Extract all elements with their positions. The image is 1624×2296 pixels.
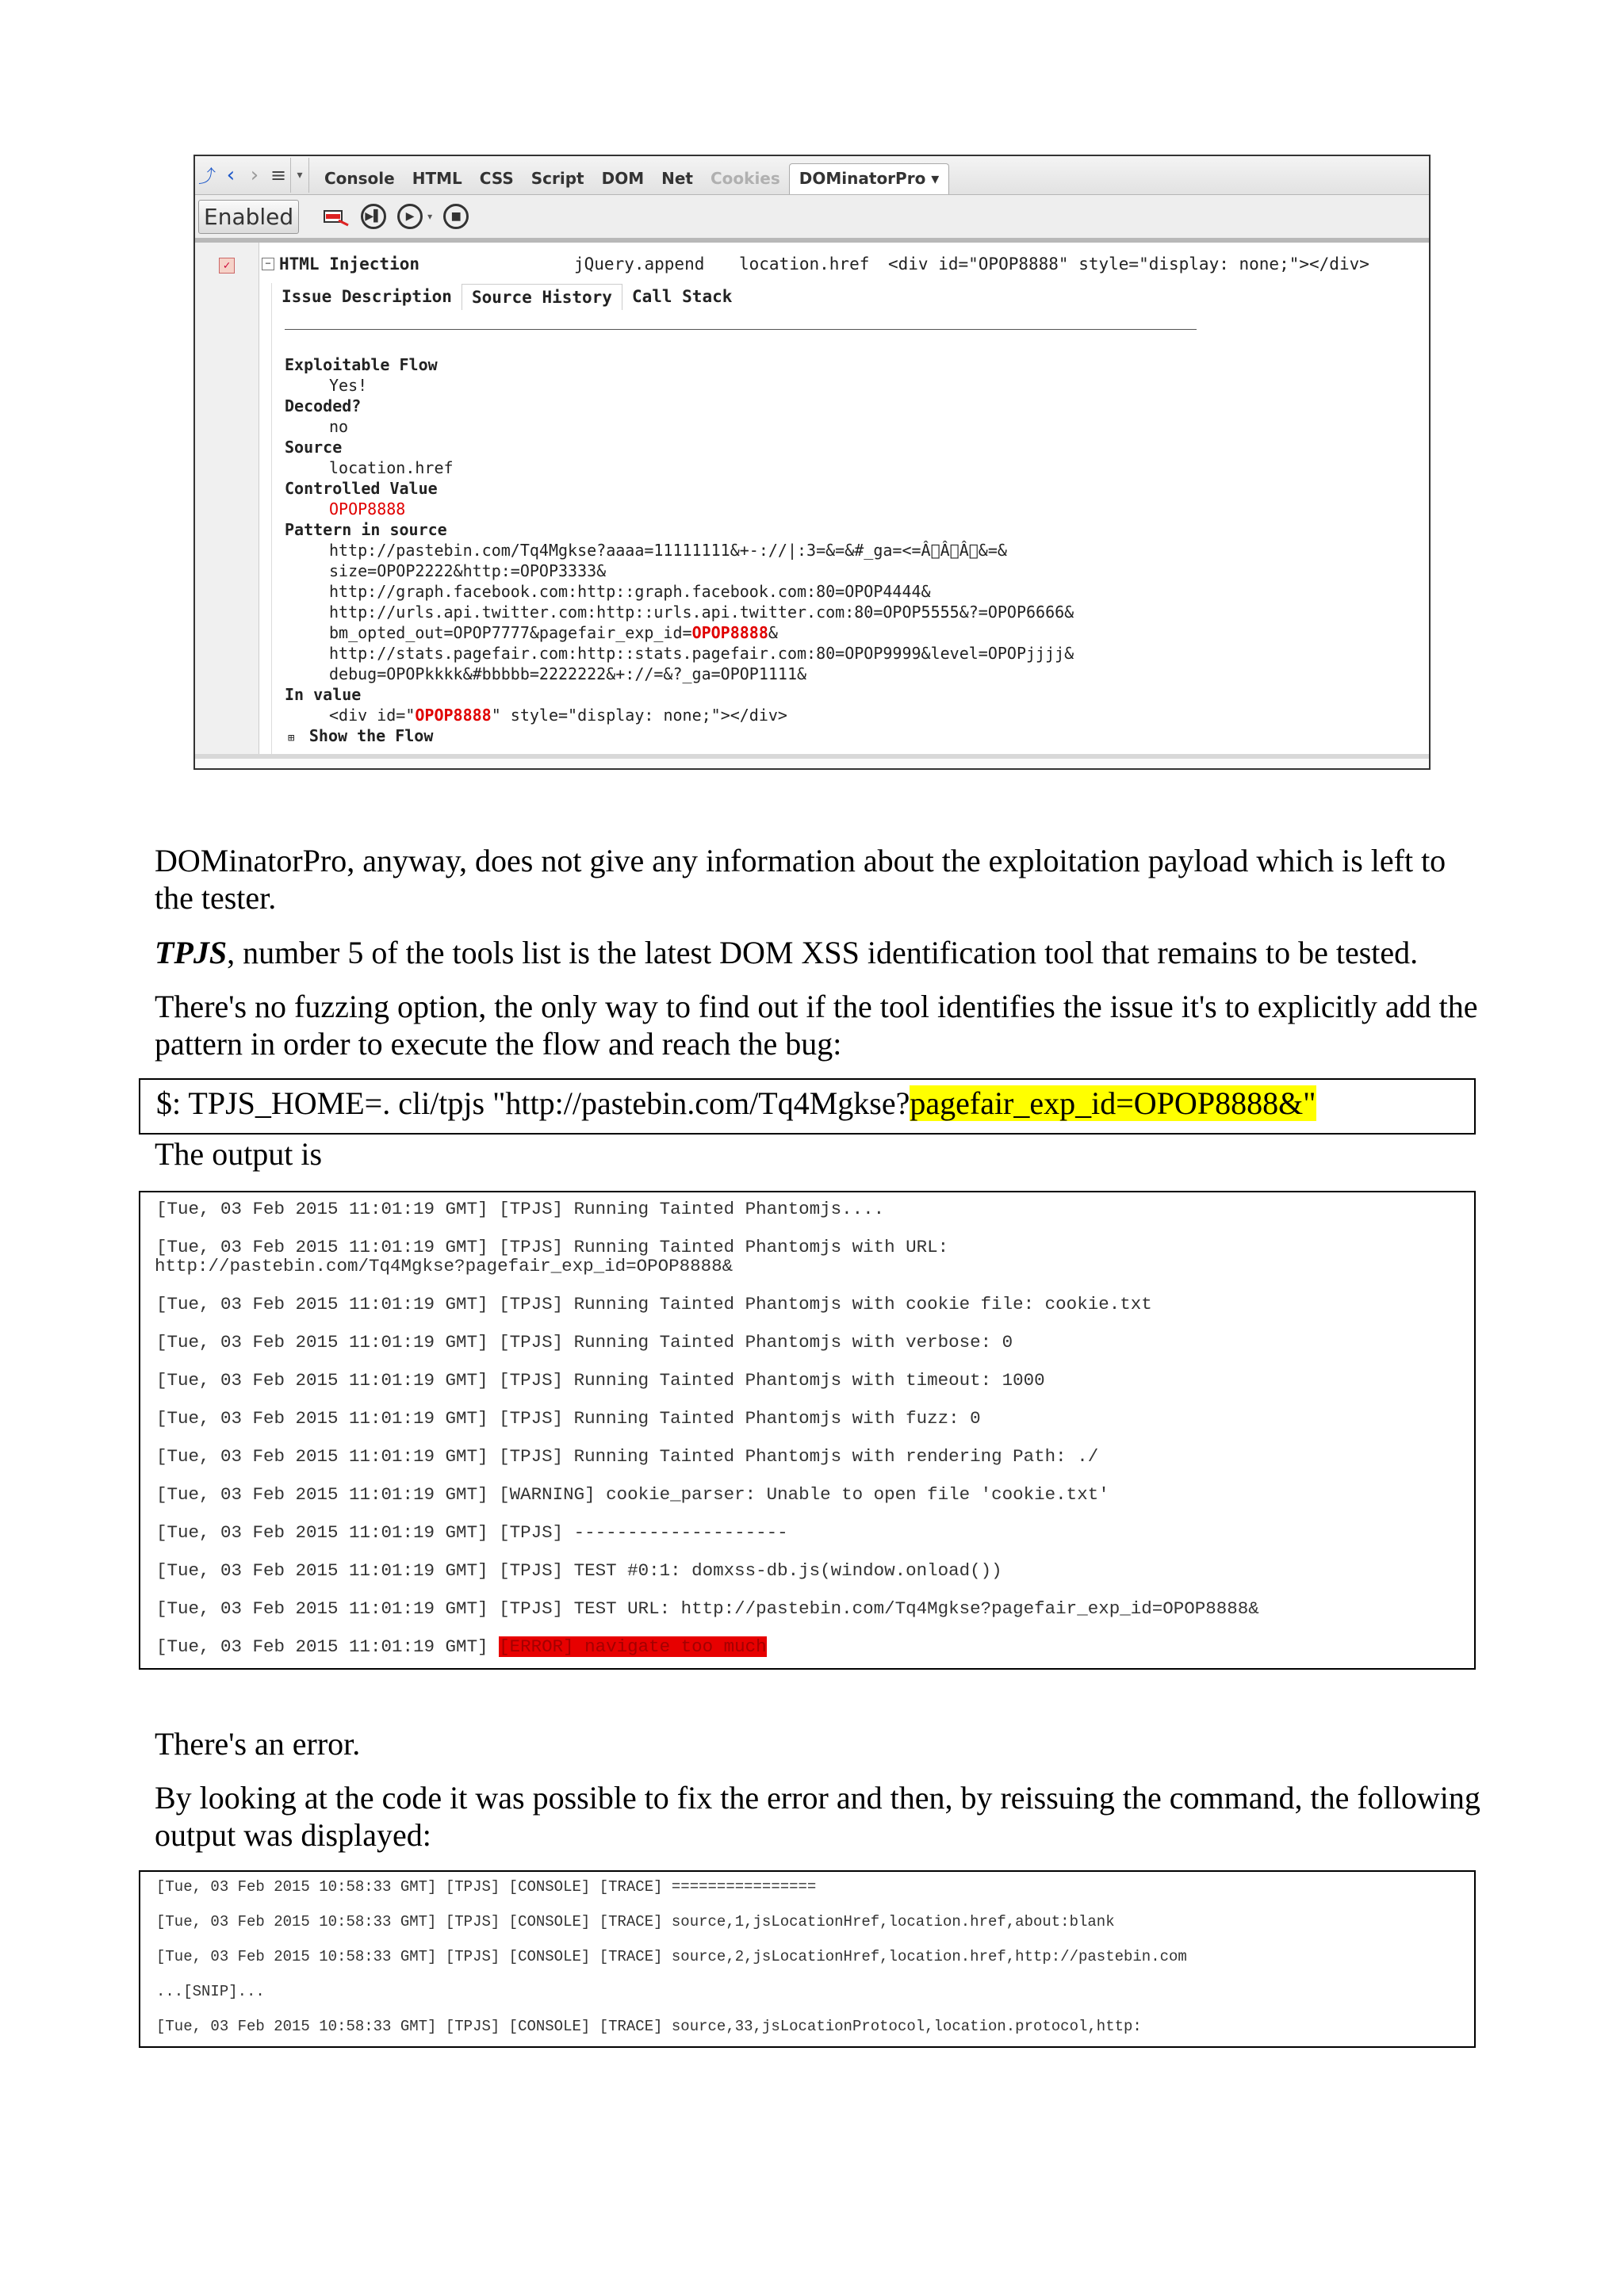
log-line: [Tue, 03 Feb 2015 10:58:33 GMT] [TPJS] [CONSOLE] [TRACE] source,1,jsLocationHref,location.href,about:blank: [156, 1913, 1115, 1931]
issue-description: [285, 354, 1429, 746]
log-text: [Tue, 03 Feb 2015 11:01:19 GMT]: [156, 1636, 500, 1657]
menu-icon[interactable]: ≡: [270, 164, 287, 186]
tab-cookies[interactable]: Cookies: [710, 169, 780, 188]
forward-arrow-icon[interactable]: ›: [250, 163, 259, 187]
issue-type: HTML Injection: [279, 254, 420, 274]
exploitable-flow-value: Yes!: [329, 376, 368, 395]
issue-checkbox[interactable]: ✓: [219, 258, 235, 274]
paragraph: By looking at the code it was possible to fix the error and then, by reissuing the command, the following output was displayed:: [155, 1780, 1480, 1853]
source-label: Source: [285, 438, 343, 457]
log-line: [Tue, 03 Feb 2015 11:01:19 GMT] [TPJS] Running Tainted Phantomjs....: [156, 1199, 885, 1219]
log-line: [Tue, 03 Feb 2015 11:01:19 GMT] [TPJS] Running Tainted Phantomjs with URL:: [156, 1237, 949, 1257]
log-line: [Tue, 03 Feb 2015 10:58:33 GMT] [TPJS] [CONSOLE] [TRACE] source,33,jsLocationProtocol,location.protocol,http:: [156, 2018, 1142, 2035]
in-value-label: In value: [285, 685, 362, 704]
exploitable-flow-label: Exploitable Flow: [285, 355, 438, 374]
pattern-line: http://stats.pagefair.com:http::stats.pagefair.com:80=OPOP9999&level=OPOPjjjj&: [329, 644, 1074, 663]
inspect-icon[interactable]: ⤴: [197, 166, 216, 187]
tab-console[interactable]: Console: [324, 169, 395, 188]
pattern-line: http://pastebin.com/Tq4Mgkse?aaaa=11111111&+-://|:3=&=&#_ga=<=Â Â Â &=&: [329, 541, 1007, 560]
tab-source-history[interactable]: Source History: [462, 284, 622, 310]
stop-icon[interactable]: ■: [443, 204, 469, 229]
row-gutter: [195, 243, 259, 768]
pattern-text: &: [768, 623, 778, 642]
dominatorpro-screenshot: [193, 155, 1431, 770]
tpjs-output-box: [139, 1191, 1476, 1670]
log-line: [Tue, 03 Feb 2015 11:01:19 GMT] [TPJS] Running Tainted Phantomjs with cookie file: cookie.txt: [156, 1294, 1152, 1314]
source-value: location.href: [329, 458, 454, 477]
tab-script[interactable]: Script: [530, 169, 584, 188]
tpjs-trace-output-box: [139, 1870, 1476, 2048]
paragraph: [155, 934, 1487, 971]
command-box: [139, 1078, 1476, 1135]
pattern-line: debug=OPOPkkkk&#bbbbb=2222222&+://=&?_ga=OPOP1111&: [329, 664, 807, 683]
collapse-icon[interactable]: −: [262, 258, 274, 270]
log-line: [Tue, 03 Feb 2015 11:01:19 GMT] [TPJS] Running Tainted Phantomjs with timeout: 1000: [156, 1370, 1045, 1391]
issue-sink: jQuery.append: [574, 254, 705, 274]
clear-flag-icon[interactable]: [323, 208, 350, 225]
issue-detail-panel: [271, 283, 1429, 759]
error-highlight: [ERROR] navigate too much: [499, 1636, 767, 1657]
paragraph: There's no fuzzing option, the only way to find out if the tool identifies the issue it's to explicitly add the pattern in order to execute the flow and reach the bug:: [155, 989, 1478, 1062]
paragraph: There's an error.: [155, 1726, 361, 1762]
controlled-value-label: Controlled Value: [285, 479, 438, 498]
tab-dom[interactable]: DOM: [601, 169, 645, 188]
log-line: [Tue, 03 Feb 2015 11:01:19 GMT] [TPJS] Running Tainted Phantomjs with rendering Path: ./: [156, 1446, 1099, 1467]
log-line: http://pastebin.com/Tq4Mgkse?pagefair_exp_id=OPOP8888&: [155, 1256, 733, 1276]
log-line: [Tue, 03 Feb 2015 10:58:33 GMT] [TPJS] [CONSOLE] [TRACE] ================: [156, 1878, 817, 1896]
log-line: [Tue, 03 Feb 2015 11:01:19 GMT] [TPJS] Running Tainted Phantomjs with fuzz: 0: [156, 1408, 981, 1429]
dominatorpro-toolbar: [195, 195, 1429, 243]
in-value-text: " style="display: none;"></div>: [491, 706, 787, 725]
log-line: ...[SNIP]...: [156, 1983, 265, 2000]
decoded-label: Decoded?: [285, 396, 362, 415]
log-line: [Tue, 03 Feb 2015 11:01:19 GMT] [TPJS] Running Tainted Phantomjs with verbose: 0: [156, 1332, 1013, 1353]
paragraph-text: , number 5 of the tools list is the latest DOM XSS identification tool that remains to be tested.: [227, 935, 1419, 970]
command-highlight: pagefair_exp_id=OPOP8888&": [910, 1085, 1316, 1121]
next-issue-row: [195, 754, 1429, 768]
decoded-value: no: [329, 417, 349, 436]
log-line: [156, 1636, 767, 1657]
pattern-line: http://graph.facebook.com:http::graph.facebook.com:80=OPOP4444&: [329, 582, 931, 601]
dropdown-arrow-icon[interactable]: ▾: [290, 158, 309, 193]
show-flow-label: Show the Flow: [308, 726, 434, 745]
tab-call-stack[interactable]: Call Stack: [631, 287, 733, 306]
tab-css[interactable]: CSS: [479, 169, 514, 188]
pattern-line: http://urls.api.twitter.com:http::urls.api.twitter.com:80=OPOP5555&?=OPOP6666&: [329, 603, 1074, 622]
paragraph: The output is: [155, 1136, 323, 1172]
play-dropdown-icon[interactable]: ▾: [427, 211, 433, 222]
log-line: [Tue, 03 Feb 2015 11:01:19 GMT] [WARNING] cookie_parser: Unable to open file 'cookie.txt': [156, 1484, 1109, 1505]
pattern-highlight: OPOP8888: [691, 623, 768, 642]
tab-html[interactable]: HTML: [412, 169, 462, 188]
firebug-toolbar: [195, 156, 1429, 195]
paragraph: DOMinatorPro, anyway, does not give any information about the exploitation payload which is left to the tester.: [155, 843, 1446, 916]
divider: [285, 329, 1197, 330]
show-flow-toggle[interactable]: [285, 725, 1429, 746]
expand-icon: ⊞: [288, 732, 301, 744]
tab-issue-description[interactable]: Issue Description: [282, 287, 452, 306]
pattern-line: [285, 622, 1429, 643]
step-icon[interactable]: ▶▌: [361, 204, 386, 229]
in-value-text: <div id=": [329, 706, 416, 725]
log-line: [Tue, 03 Feb 2015 10:58:33 GMT] [TPJS] [CONSOLE] [TRACE] source,2,jsLocationHref,location.href,http://pastebin.com: [156, 1948, 1187, 1965]
tab-dominatorpro[interactable]: DOMinatorPro ▾: [789, 163, 950, 194]
play-icon[interactable]: ▶: [397, 204, 423, 229]
log-line: [Tue, 03 Feb 2015 11:01:19 GMT] [TPJS] --------------------: [156, 1522, 788, 1543]
back-arrow-icon[interactable]: ‹: [226, 163, 236, 187]
in-value-highlight: OPOP8888: [415, 706, 492, 725]
issue-source: location.href: [739, 254, 870, 274]
tool-name: TPJS: [155, 935, 228, 970]
issue-value: <div id="OPOP8888" style="display: none;"></div>: [888, 254, 1369, 274]
enabled-toggle[interactable]: Enabled: [198, 200, 299, 234]
tab-net[interactable]: Net: [661, 169, 693, 188]
log-line: [Tue, 03 Feb 2015 11:01:19 GMT] [TPJS] TEST #0:1: domxss-db.js(window.onload()): [156, 1560, 1002, 1581]
issue-row[interactable]: [260, 250, 1429, 278]
controlled-value: OPOP8888: [329, 499, 406, 519]
pattern-text: bm_opted_out=OPOP7777&pagefair_exp_id=: [329, 623, 692, 642]
pattern-line: size=OPOP2222&http:=OPOP3333&: [329, 561, 607, 580]
command-text: $: TPJS_HOME=. cli/tpjs "http://pastebin.com/Tq4Mgkse?: [156, 1085, 910, 1121]
in-value: [285, 705, 1429, 725]
log-line: [Tue, 03 Feb 2015 11:01:19 GMT] [TPJS] TEST URL: http://pastebin.com/Tq4Mgkse?pagefair_exp_id=OPOP8888&: [156, 1598, 1259, 1619]
pattern-label: Pattern in source: [285, 520, 447, 539]
